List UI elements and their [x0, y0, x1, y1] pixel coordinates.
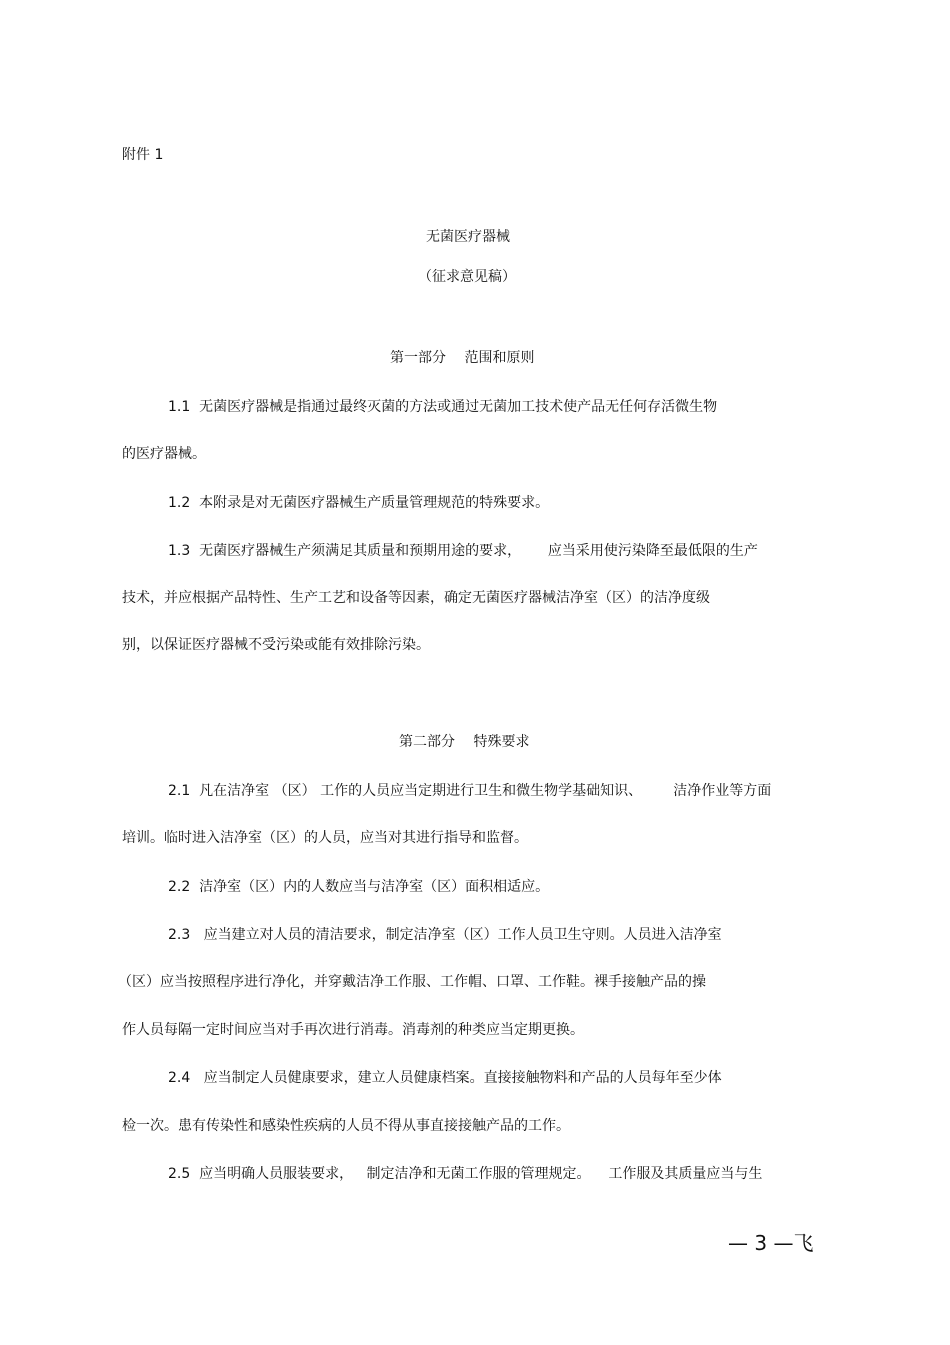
part2-heading: 第二部分 特殊要求 — [399, 734, 530, 750]
paragraph-line: 2.3 应当建立对人员的清洁要求，制定洁净室（区）工作人员卫生守则。人员进入洁净室 — [168, 927, 722, 943]
document-subtitle: （征求意见稿） — [418, 269, 516, 285]
paragraph-line: 1.2 本附录是对无菌医疗器械生产质量管理规范的特殊要求。 — [168, 495, 550, 511]
paragraph-line: 作人员每隔一定时间应当对手再次进行消毒。消毒剂的种类应当定期更换。 — [122, 1022, 584, 1038]
paragraph-line: 2.2 洁净室（区）内的人数应当与洁净室（区）面积相适应。 — [168, 879, 550, 895]
paragraph-line: 2.1 凡在洁净室 （区） 工作的人员应当定期进行卫生和微生物学基础知识、 洁净作业等方面 — [168, 783, 772, 799]
paragraph-line: 的医疗器械。 — [122, 446, 206, 462]
paragraph-line: 培训。临时进入洁净室（区）的人员，应当对其进行指导和监督。 — [122, 830, 528, 846]
paragraph-line: 检一次。患有传染性和感染性疾病的人员不得从事直接接触产品的工作。 — [122, 1118, 570, 1134]
paragraph-line: 1.3 无菌医疗器械生产须满足其质量和预期用途的要求， 应当采用使污染降至最低限的生产 — [168, 543, 758, 559]
paragraph-line: 1.1 无菌医疗器械是指通过最终灭菌的方法或通过无菌加工技术使产品无任何存活微生物 — [168, 399, 718, 415]
paragraph-line: 2.4 应当制定人员健康要求，建立人员健康档案。直接接触物料和产品的人员每年至少体 — [168, 1070, 722, 1086]
paragraph-line: 技术，并应根据产品特性、生产工艺和设备等因素，确定无菌医疗器械洁净室（区）的洁净度级 — [122, 590, 710, 606]
document-title: 无菌医疗器械 — [426, 229, 510, 245]
paragraph-line: （区）应当按照程序进行净化，并穿戴洁净工作服、工作帽、口罩、工作鞋。裸手接触产品的操 — [118, 974, 706, 990]
paragraph-line: 别，以保证医疗器械不受污染或能有效排除污染。 — [122, 637, 430, 653]
page-number: — 3 —飞 — [728, 1231, 814, 1255]
paragraph-line: 2.5 应当明确人员服装要求， 制定洁净和无菌工作服的管理规定。 工作服及其质量应当与生 — [168, 1166, 763, 1182]
attachment-label: 附件 1 — [122, 147, 164, 163]
part1-heading: 第一部分 范围和原则 — [390, 350, 535, 366]
